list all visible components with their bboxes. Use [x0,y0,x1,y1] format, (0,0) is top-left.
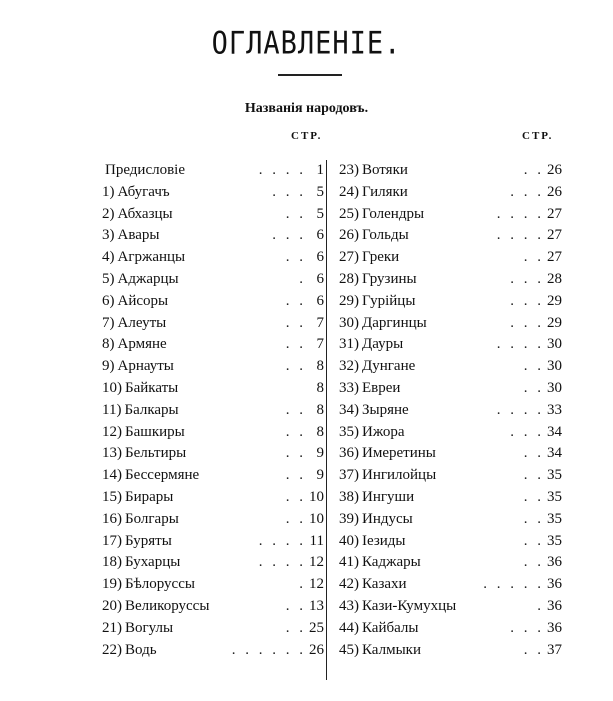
entry-name: Ингуши [362,488,415,505]
entry-page-number: 30 [547,358,562,375]
entry-page-number: 25 [309,619,324,636]
entry-number: 28) [339,270,359,287]
entry-name: Вотяки [362,162,408,178]
entry-number: 41) [339,554,359,571]
entry-name: Болгары [125,510,179,527]
entry-number: 6) [102,292,115,309]
entry-name: Бѣлоруссы [125,576,195,593]
entry-name: Казахи [362,576,407,593]
entry-page-number: 8 [316,423,324,440]
entry-page-number: 34 [547,423,562,440]
toc-entry [339,487,562,509]
toc-entry [339,465,562,487]
entry-number: 36) [339,445,359,462]
page-title: ОГЛАВЛЕНІЕ. [211,25,402,62]
entry-name: Байкаты [125,379,179,396]
entry-leader-dots: . . . . [496,205,544,222]
entry-page-number: 7 [316,314,324,331]
toc-entry [339,618,562,640]
toc-entry [102,182,324,204]
entry-number: 17) [102,532,122,549]
toc-entry [339,443,562,465]
toc-entry [339,356,562,378]
entry-page-number: 9 [316,445,324,462]
entry-number: 43) [339,597,359,614]
toc-entry [102,443,324,465]
entry-leader-dots: . . . . . . [231,641,306,658]
entry-leader-dots: . . [523,510,544,527]
entry-number: 20) [102,597,122,614]
entry-number: 27) [339,249,359,266]
entry-leader-dots: . . . [510,270,544,287]
entry-name: Бельтиры [125,445,187,462]
toc-entry [102,596,324,618]
entry-leader-dots: . . [523,488,544,505]
toc-entry [339,247,562,269]
entry-page-number: 29 [547,314,562,331]
entry-leader-dots: . . [285,619,306,636]
toc-entry [339,378,562,400]
entry-page-number: 36 [547,619,562,636]
entry-leader-dots: . . [523,358,544,375]
toc-entry [102,640,324,662]
toc-entry [339,313,562,335]
toc-entry [102,269,324,291]
entry-number: 22) [102,641,122,658]
entry-number: 42) [339,576,359,593]
entry-leader-dots: . . [285,336,306,353]
entry-number: 23) [339,162,359,178]
entry-page-number: 36 [547,576,562,593]
toc-entry [339,291,562,313]
entry-page-number: 11 [309,532,324,549]
entry-leader-dots: . . [285,445,306,462]
entry-name: Дауры [362,336,404,353]
entry-name: Алеуты [117,314,167,331]
toc-entry [102,465,324,487]
entry-page-number: 6 [316,270,324,287]
entry-name: Аджарцы [117,270,179,287]
entry-number: 8) [102,336,115,353]
entry-name: Гурійцы [362,292,416,309]
entry-name: Ингилойцы [362,467,437,484]
entry-leader-dots: . . . [510,423,544,440]
entry-leader-dots: . . [285,292,306,309]
entry-leader-dots: . . [285,510,306,527]
entry-page-number: 10 [309,510,324,527]
entry-name: Дунгане [362,358,416,375]
entry-number: 9) [102,358,115,375]
entry-name: Имеретины [362,445,436,462]
entry-number: 33) [339,379,359,396]
toc-entry [339,160,562,182]
toc-entry [339,574,562,596]
entry-number: 26) [339,227,359,244]
entry-name: Гиляки [362,183,408,200]
entry-leader-dots: . . [523,445,544,462]
entry-name: Абхазцы [117,205,173,222]
entry-name: Предисловіе [105,162,186,178]
entry-page-number: 8 [316,358,324,375]
entry-number: 4) [102,249,115,266]
entry-page-number: 5 [316,183,324,200]
entry-name: Калмыки [362,641,421,658]
entry-leader-dots: . . [523,379,544,396]
entry-leader-dots: . . [285,423,306,440]
toc-entry [102,531,324,553]
entry-name: Индусы [362,510,413,527]
entry-page-number: 35 [547,467,562,484]
entry-leader-dots: . . [285,467,306,484]
entry-page-number: 12 [309,554,324,571]
entry-name: Арнауты [117,358,174,375]
entry-page-number: 9 [316,467,324,484]
toc-entry [339,552,562,574]
section-subtitle: Названія народовъ. [244,101,369,116]
page-header-right: СТР. [522,130,554,142]
toc-entry [102,378,324,400]
entry-page-number: 13 [309,597,324,614]
entry-name: Зыряне [362,401,409,418]
entry-number: 35) [339,423,359,440]
entry-leader-dots: . . . . [258,554,306,571]
entry-number: 24) [339,183,359,200]
toc-entry [339,400,562,422]
toc-entry [102,487,324,509]
entry-leader-dots: . . . [272,227,306,244]
toc-entry [102,225,324,247]
entry-leader-dots: . . . [510,183,544,200]
entry-leader-dots: . [299,576,306,593]
toc-entry [339,334,562,356]
entry-number: 32) [339,358,359,375]
entry-name: Агржанцы [117,249,186,266]
entry-leader-dots: . . [285,401,306,418]
toc-entry [102,313,324,335]
entry-name: Кази-Кумухцы [362,597,457,614]
entry-leader-dots: . [537,597,544,614]
toc-left-column [102,160,324,661]
entry-number: 21) [102,619,122,636]
entry-page-number: 35 [547,532,562,549]
entry-name: Водь [125,641,157,658]
entry-number: 14) [102,467,122,484]
entry-leader-dots: . . . . [496,227,544,244]
entry-page-number: 27 [547,205,562,222]
entry-page-number: 27 [547,227,562,244]
toc-entry [102,291,324,313]
entry-page-number: 26 [547,183,562,200]
entry-name: Великоруссы [125,597,210,614]
entry-leader-dots: . . . [510,314,544,331]
toc-entry [102,552,324,574]
toc-entry [102,509,324,531]
entry-leader-dots: . . [523,554,544,571]
entry-number: 1) [102,183,115,200]
entry-number: 29) [339,292,359,309]
toc-entry [339,225,562,247]
entry-name: Бессермяне [125,467,200,484]
toc-entry [102,334,324,356]
entry-name: Греки [362,249,400,266]
entry-page-number: 30 [547,336,562,353]
entry-leader-dots: . . . [510,292,544,309]
entry-page-number: 10 [309,488,324,505]
entry-page-number: 30 [547,379,562,396]
entry-page-number: 36 [547,554,562,571]
entry-number: 16) [102,510,122,527]
entry-leader-dots: . . [285,597,306,614]
entry-page-number: 1 [316,162,324,178]
entry-page-number: 5 [316,205,324,222]
entry-number: 5) [102,270,115,287]
entry-name: Грузины [362,270,417,287]
entry-name: Бухарцы [125,554,181,571]
entry-leader-dots: . . . [272,183,306,200]
toc-entry [339,596,562,618]
entry-number: 18) [102,554,122,571]
entry-page-number: 8 [316,379,324,396]
entry-page-number: 26 [309,641,324,658]
entry-page-number: 33 [547,401,562,418]
entry-name: Башкиры [125,423,185,440]
entry-number: 40) [339,532,359,549]
entry-page-number: 7 [316,336,324,353]
entry-number: 39) [339,510,359,527]
entry-leader-dots: . . [285,249,306,266]
entry-leader-dots: . . . . [258,162,306,178]
entry-leader-dots: . . [523,467,544,484]
entry-number: 37) [339,467,359,484]
entry-name: Абугачъ [117,183,170,200]
entry-number: 7) [102,314,115,331]
toc-entry [339,269,562,291]
entry-page-number: 35 [547,510,562,527]
entry-leader-dots: . . . . [496,336,544,353]
entry-leader-dots: . . [523,532,544,549]
entry-number: 34) [339,401,359,418]
entry-name: Вогулы [125,619,174,636]
toc-entry [339,422,562,444]
entry-leader-dots: . . [285,205,306,222]
entry-leader-dots: . . [285,358,306,375]
entry-name: Гольды [362,227,409,244]
toc-entry [102,574,324,596]
entry-name: Ижора [362,423,405,440]
entry-page-number: 28 [547,270,562,287]
entry-name: Голендры [362,205,425,222]
entry-number: 12) [102,423,122,440]
entry-number: 11) [102,401,122,418]
entry-page-number: 36 [547,597,562,614]
entry-leader-dots: . . [285,488,306,505]
entry-page-number: 12 [309,576,324,593]
entry-number: 15) [102,488,122,505]
entry-name: Айсоры [117,292,169,309]
toc-entry [339,509,562,531]
toc-entry [102,400,324,422]
entry-page-number: 34 [547,445,562,462]
entry-number: 2) [102,205,115,222]
entry-number: 25) [339,205,359,222]
page-header-left: СТР. [291,130,323,142]
title-rule [278,74,342,76]
entry-name: Авары [117,227,160,244]
entry-name: Балкары [124,401,179,418]
entry-leader-dots: . . . [510,619,544,636]
toc-right-column [339,160,562,661]
entry-name: Армяне [117,336,167,353]
entry-name: Іезиды [362,532,406,549]
entry-page-number: 6 [316,227,324,244]
entry-page-number: 6 [316,249,324,266]
entry-leader-dots: . . . . [496,401,544,418]
toc-entry [102,160,324,182]
toc-entry [339,204,562,226]
entry-number: 19) [102,576,122,593]
entry-number: 44) [339,619,359,636]
toc-entry [339,531,562,553]
entry-name: Бирары [125,488,174,505]
entry-name: Кайбалы [362,619,419,636]
entry-number: 45) [339,641,359,658]
entry-number: 30) [339,314,359,331]
toc-entry [339,640,562,662]
entry-leader-dots: . [299,270,306,287]
toc-entry [102,204,324,226]
entry-leader-dots: . . . . . [483,576,544,593]
entry-leader-dots: . . [523,162,544,178]
entry-number: 13) [102,445,122,462]
entry-name: Каджары [362,554,421,571]
entry-page-number: 27 [547,249,562,266]
entry-page-number: 29 [547,292,562,309]
entry-leader-dots: . . [285,314,306,331]
entry-page-number: 6 [316,292,324,309]
entry-number: 10) [102,379,122,396]
toc-entry [102,356,324,378]
toc-entry [102,247,324,269]
entry-page-number: 35 [547,488,562,505]
entry-leader-dots: . . [523,249,544,266]
entry-page-number: 8 [316,401,324,418]
entry-page-number: 26 [547,162,562,178]
column-divider [326,160,327,680]
toc-entry [102,422,324,444]
entry-page-number: 37 [547,641,562,658]
entry-number: 31) [339,336,359,353]
entry-name: Евреи [362,379,401,396]
entry-leader-dots: . . . . [258,532,306,549]
entry-leader-dots: . . [523,641,544,658]
toc-entry [339,182,562,204]
toc-entry [102,618,324,640]
entry-name: Буряты [125,532,172,549]
entry-number: 38) [339,488,359,505]
entry-number: 3) [102,227,115,244]
entry-name: Даргинцы [362,314,427,331]
